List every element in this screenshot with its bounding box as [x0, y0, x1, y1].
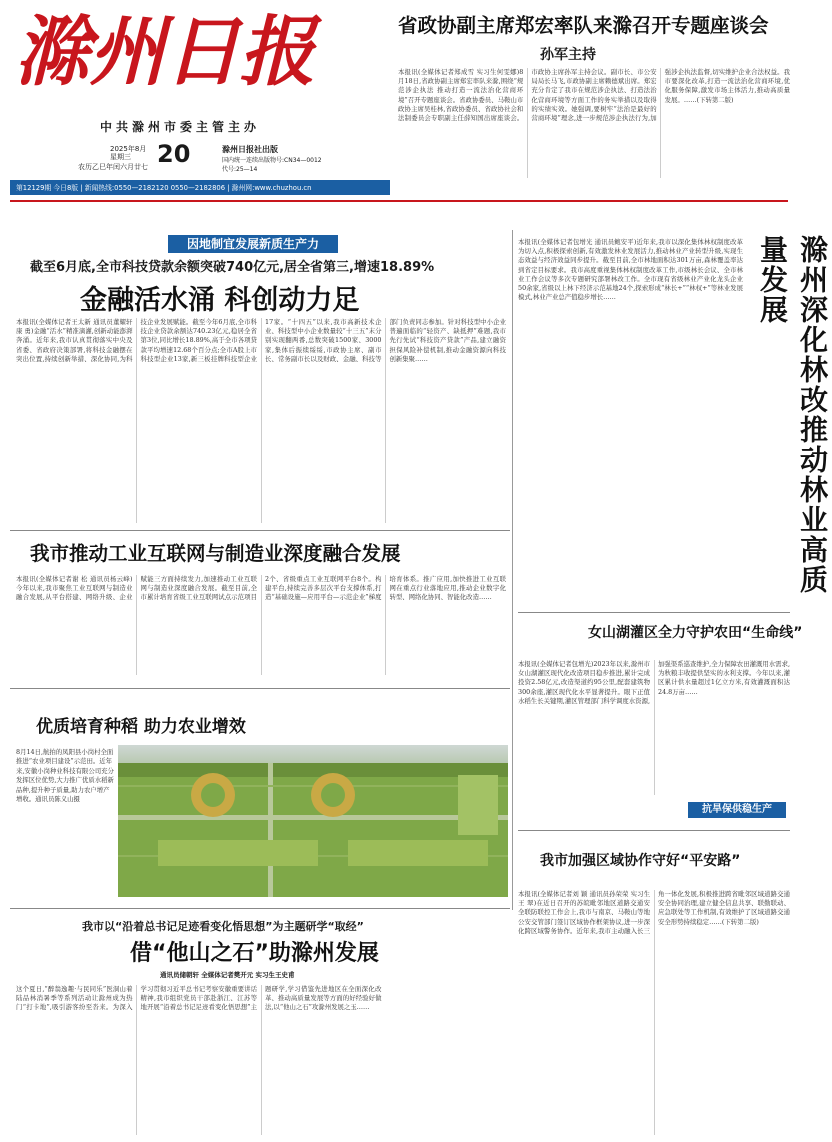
security-title: 我市加强区域协作守好“平安路”: [540, 853, 741, 869]
newspaper-logo: 滁州日报: [14, 7, 314, 96]
column-divider: [512, 230, 513, 910]
section-banner-drought: 抗旱保供稳生产: [688, 802, 786, 818]
postal-code: 代号:25—14: [222, 166, 258, 173]
seed-caption: 8月14日,航拍的凤阳县小岗村全面推进“农业项目建设”示范田。近年来,安徽小岗种业科技有限公司充分发挥区位优势,大力推广优质水稻新品种,提升种子质量,助力农户增产增收。通讯员陈义山摄: [16, 748, 114, 804]
rice-field-photo: [118, 745, 508, 897]
publisher: 滁州日报社出版: [222, 145, 278, 154]
lunar-date: 农历乙巳年闰六月廿七: [78, 163, 148, 171]
mountain-title: 借“他山之石”助滁州发展: [130, 941, 379, 966]
irrigation-title: 女山湖灌区全力守护农田“生命线”: [588, 625, 803, 641]
industry-title: 我市推动工业互联网与制造业深度融合发展: [30, 542, 401, 565]
date-line-1: 2025年8月: [110, 145, 147, 153]
mountain-credit: 通讯员储朝轩 全媒体记者樊开元 实习生王史甫: [160, 971, 295, 979]
day-number: 20: [157, 140, 191, 168]
security-body: 本报讯(全媒体记者刘 颖 通讯员孙荣荣 实习生王 翠)在近日召开的苏皖毗邻地区道路交通安全联防联控工作会上,我市与南京、马鞍山等地公安交管部门签订区域协作框架协议,进一步深化跨区域警务协作。近年来,我市主动融入长三角一体化发展,积极推进跨省毗邻区域道路交通安全协同治理,建立健全信息共享、联勤联动、应急联处等工作机制,有效维护了区域道路交通安全形势持续稳定……(下转第二版): [518, 890, 790, 935]
top-story-subtitle: 孙军主持: [540, 47, 596, 63]
industry-body: 本报讯(全媒体记者谢 松 通讯员杨云峰)今年以来,我市聚焦工业互联网与制造业融合发展,从平台搭建、网络升级、企业赋能三方面持续发力,加速推动工业互联网与制造业深度融合发展。截至目前,全市累计培育省级工业互联网试点示范项目2个、省级重点工业互联网平台8个。构建平台,持续完善多层次平台支撑体系,打造“基础设施—应用平台—示范企业”梯度培育体系。推广应用,加快推进工业互联网在重点行业落地应用,推动企业数字化转型、网络化协同、智能化改造……: [16, 575, 506, 602]
forest-body: 本报讯(全媒体记者包增光 通讯员鲍安平)近年来,我市以深化集体林权制度改革为切入点,积极探索创新,有效激发林业发展活力,推动林业产业转型升级,实现生态效益与经济效益同步提升。截至目前,全市林地面积达301万亩,森林覆盖率达到省定目标要求。我市高度重视集体林权制度改革工作,市级林长会议、全市林业工作会议等多次专题研究部署林改工作。全市现有省级林业产业化龙头企业50余家,省级以上林下经济示范基地24个,探索形成“林长+”“林权+”等林业发展模式,林业产业总产值稳步增长……: [518, 238, 743, 302]
top-story-title: 省政协副主席郑宏率队来滁召开专题座谈会: [398, 14, 769, 37]
divider: [10, 530, 510, 531]
sponsor-line: 中共滁州市委主管主办: [100, 120, 261, 134]
date-line-2: 星期三: [110, 153, 131, 161]
finance-kicker: 截至6月底,全市科技贷款余额突破740亿元,居全省第三,增速18.89%: [30, 260, 435, 275]
divider: [10, 908, 510, 909]
forest-vertical-title: 滁州深化林改推动林业高质量发展: [756, 235, 829, 595]
mountain-body: 这个夏日,“醉翁逸趣·与民同乐”医洞山着陆品林消暑季等系列活动让滁州成为热门“打卡地”,吸引游客纷至沓来。为深入学习贯彻习近平总书记考察安徽重要讲话精神,我市组织党员干部赴浙江、江苏等地开展“沿着总书记足迹看变化悟思想”主题研学,学习借鉴先进地区在全面深化改革、推动高质量发展等方面的好经验好做法,以“他山之石”攻滁州发展之玉……: [16, 985, 382, 1012]
issue-bar-text: 第12129期 今日8版 | 新闻热线:0550—2182120 0550—2182806 | 滁州网:www.chuzhou.cn: [16, 184, 312, 192]
finance-body: 本报讯(全媒体记者王太新 通讯员董耀轩 康 勇)金融“活水”精准滴灌,创新动能澎湃奔涌。近年来,我市认真贯彻落实中央及省委、省政府决策部署,将科技金融摆在突出位置,持续创新举措、深化协同,为科技企业发展赋能。截至今年6月底,全市科技企业贷款余额达740.23亿元,稳居全省第3位,同比增长18.89%,高于全市各项贷款平均增速12.68个百分点;全市A股上市科技型企业13家,新三板挂牌科技型企业17家。“十四五”以来,我市高新技术企业、科技型中小企业数量较“十三五”末分别实现翻两番,总数突破1500家、3000家,集体后振续绥绥,市政协主席、副市长、常务副市长以及财政、金融、科技等部门负责同志参加。针对科技型中小企业普遍面临的“轻资产、缺抵押”难题,我市先行先试“科技资产贷款”产品,建立融资担保风险补偿机制,推动金融资源向科技创新集聚……: [16, 318, 506, 363]
finance-title: 金融活水涌 科创动力足: [80, 285, 360, 316]
seed-title: 优质培育种稻 助力农业增效: [36, 717, 246, 737]
top-story-body: 本报讯(全媒体记者郑成雪 实习生何雯娜)8月18日,省政协副主席郑宏率队来滁,围绕“规范涉企执法 推动打造一流法治化营商环境”召开专题座谈会。省政协委员、马鞍山市政协主席吴桂林,省政协委员、省政协社会和法制委员会专职副主任薛知国出席座谈会。市政协主席孙军主持会议。副市长、市公安局局长马飞,市政协副主席赖德斌出席。郑宏充分肯定了我市在规范涉企执法、打造法治化营商环境等方面工作的务实举措以及取得的实绩实效。她强调,要树牢“法治是最好的营商环境”理念,进一步规范涉企执法行为,加强涉企执法监督,切实维护企业合法权益。我市要深化改革,打造一流法治化营商环境,优化服务保障,激发市场主体活力,推动高质量发展。……(下转第二版): [398, 68, 790, 123]
divider: [10, 200, 788, 202]
mountain-kicker: 我市以“沿着总书记足迹看变化悟思想”为主题研学“取经”: [82, 920, 364, 933]
divider: [10, 688, 510, 689]
irrigation-body: 本报讯(全媒体记者包增光)2023年以来,滁州市女山湖灌区现代化改造项目稳步推进,累计完成投资2.58亿元,改造渠道约95公里,配套建筑物300余座,灌区现代化水平显著提升。眼下正值水稻生长关键期,灌区管理部门科学调度水资源,加强渠系巡查维护,全力保障农田灌溉用水需求,为秋粮丰收提供坚实的水利支撑。今年以来,灌区累计供水量超过1亿立方米,有效灌溉面积达24.8万亩……: [518, 660, 790, 705]
cn-number: 国内统一连续出版物号:CN34—0012: [222, 157, 322, 164]
section-banner-innovation: 因地制宜发展新质生产力: [168, 235, 338, 253]
divider: [518, 830, 790, 831]
divider: [518, 612, 790, 613]
